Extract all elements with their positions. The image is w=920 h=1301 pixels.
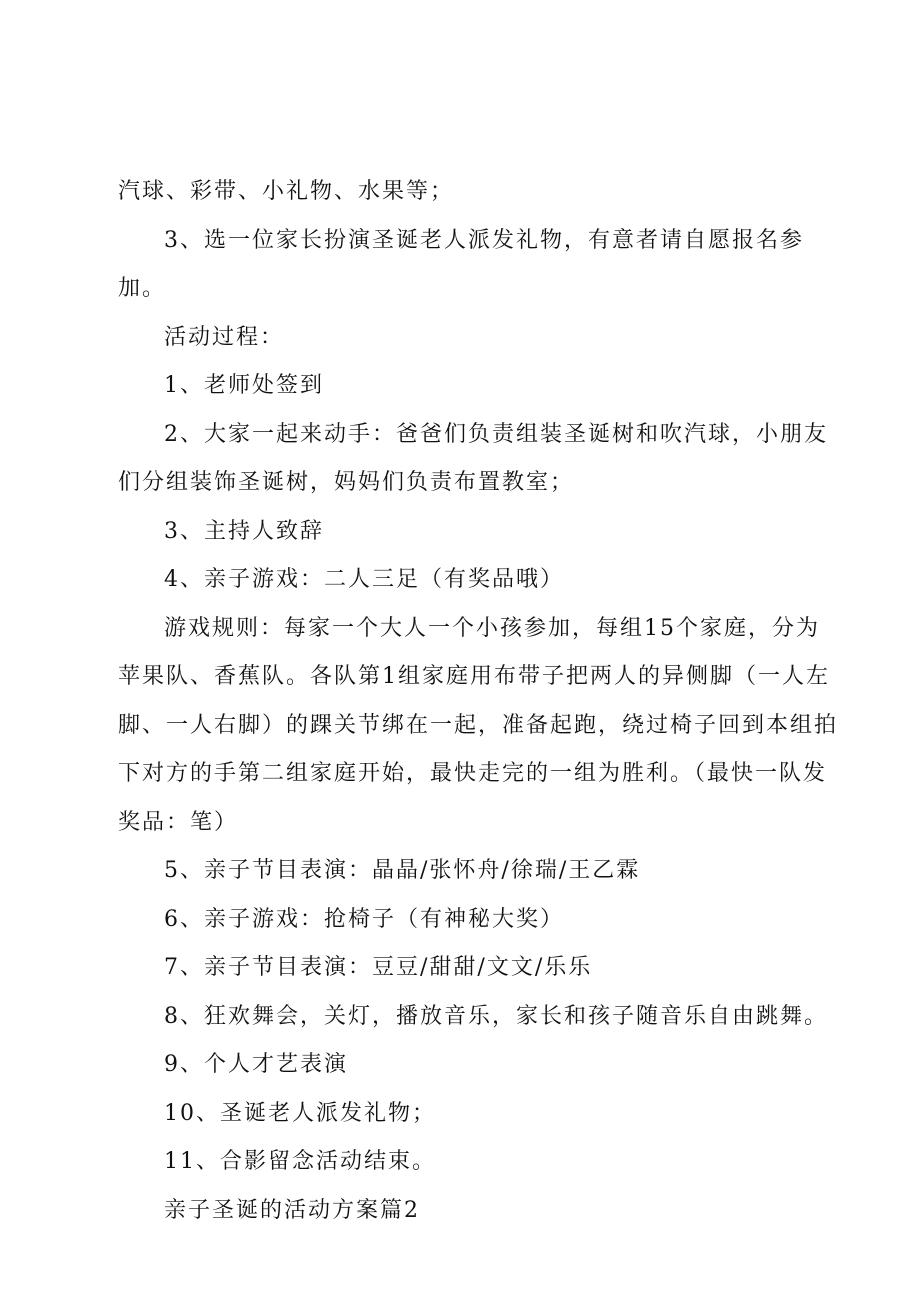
paragraph-step-5: 5、亲子节目表演：晶晶/张怀舟/徐瑞/王乙霖	[164, 858, 641, 883]
document-body	[118, 168, 838, 1235]
section-heading-process: 活动过程：	[164, 324, 285, 350]
paragraph-game-rules: 游戏规则：每家一个大人一个小孩参加，每组15个家庭，分为苹果队、香蕉队。各队第1组家庭用布带子把两人的异侧脚（一人左脚、一人右脚）的踝关节绑在一起，准备起跑，绕过椅子回到本组拍下对方的手第二组家庭开始，最快走完的一组为胜利。（最快一队发奖品：笔）	[118, 615, 839, 835]
paragraph-step-10: 10、圣诞老人派发礼物；	[164, 1100, 436, 1126]
paragraph-step-1: 1、老师处签到	[164, 373, 324, 398]
paragraph-step-7: 7、亲子节目表演：豆豆/甜甜/文文/乐乐	[164, 955, 593, 980]
paragraph-supplies-continued: 汽球、彩带、小礼物、水果等；	[118, 179, 455, 204]
paragraph-step-4: 4、亲子游戏：二人三足（有奖品哦）	[164, 567, 564, 592]
paragraph-step-3: 3、主持人致辞	[164, 518, 324, 544]
section-heading-plan-2: 亲子圣诞的活动方案篇2	[164, 1197, 420, 1223]
paragraph-step-2: 2、大家一起来动手：爸爸们负责组装圣诞树和吹汽球，小朋友们分组装饰圣诞树，妈妈们负责布置教室；	[118, 421, 828, 495]
paragraph-step-11: 11、合影留念活动结束。	[164, 1149, 436, 1174]
paragraph-item-3-santa: 3、选一位家长扮演圣诞老人派发礼物，有意者请自愿报名参加。	[118, 227, 804, 301]
paragraph-step-6: 6、亲子游戏：抢椅子（有神秘大奖）	[164, 906, 564, 932]
paragraph-step-9: 9、个人才艺表演	[164, 1052, 348, 1077]
paragraph-step-8: 8、狂欢舞会，关灯，播放音乐，家长和孩子随音乐自由跳舞。	[164, 1003, 828, 1029]
